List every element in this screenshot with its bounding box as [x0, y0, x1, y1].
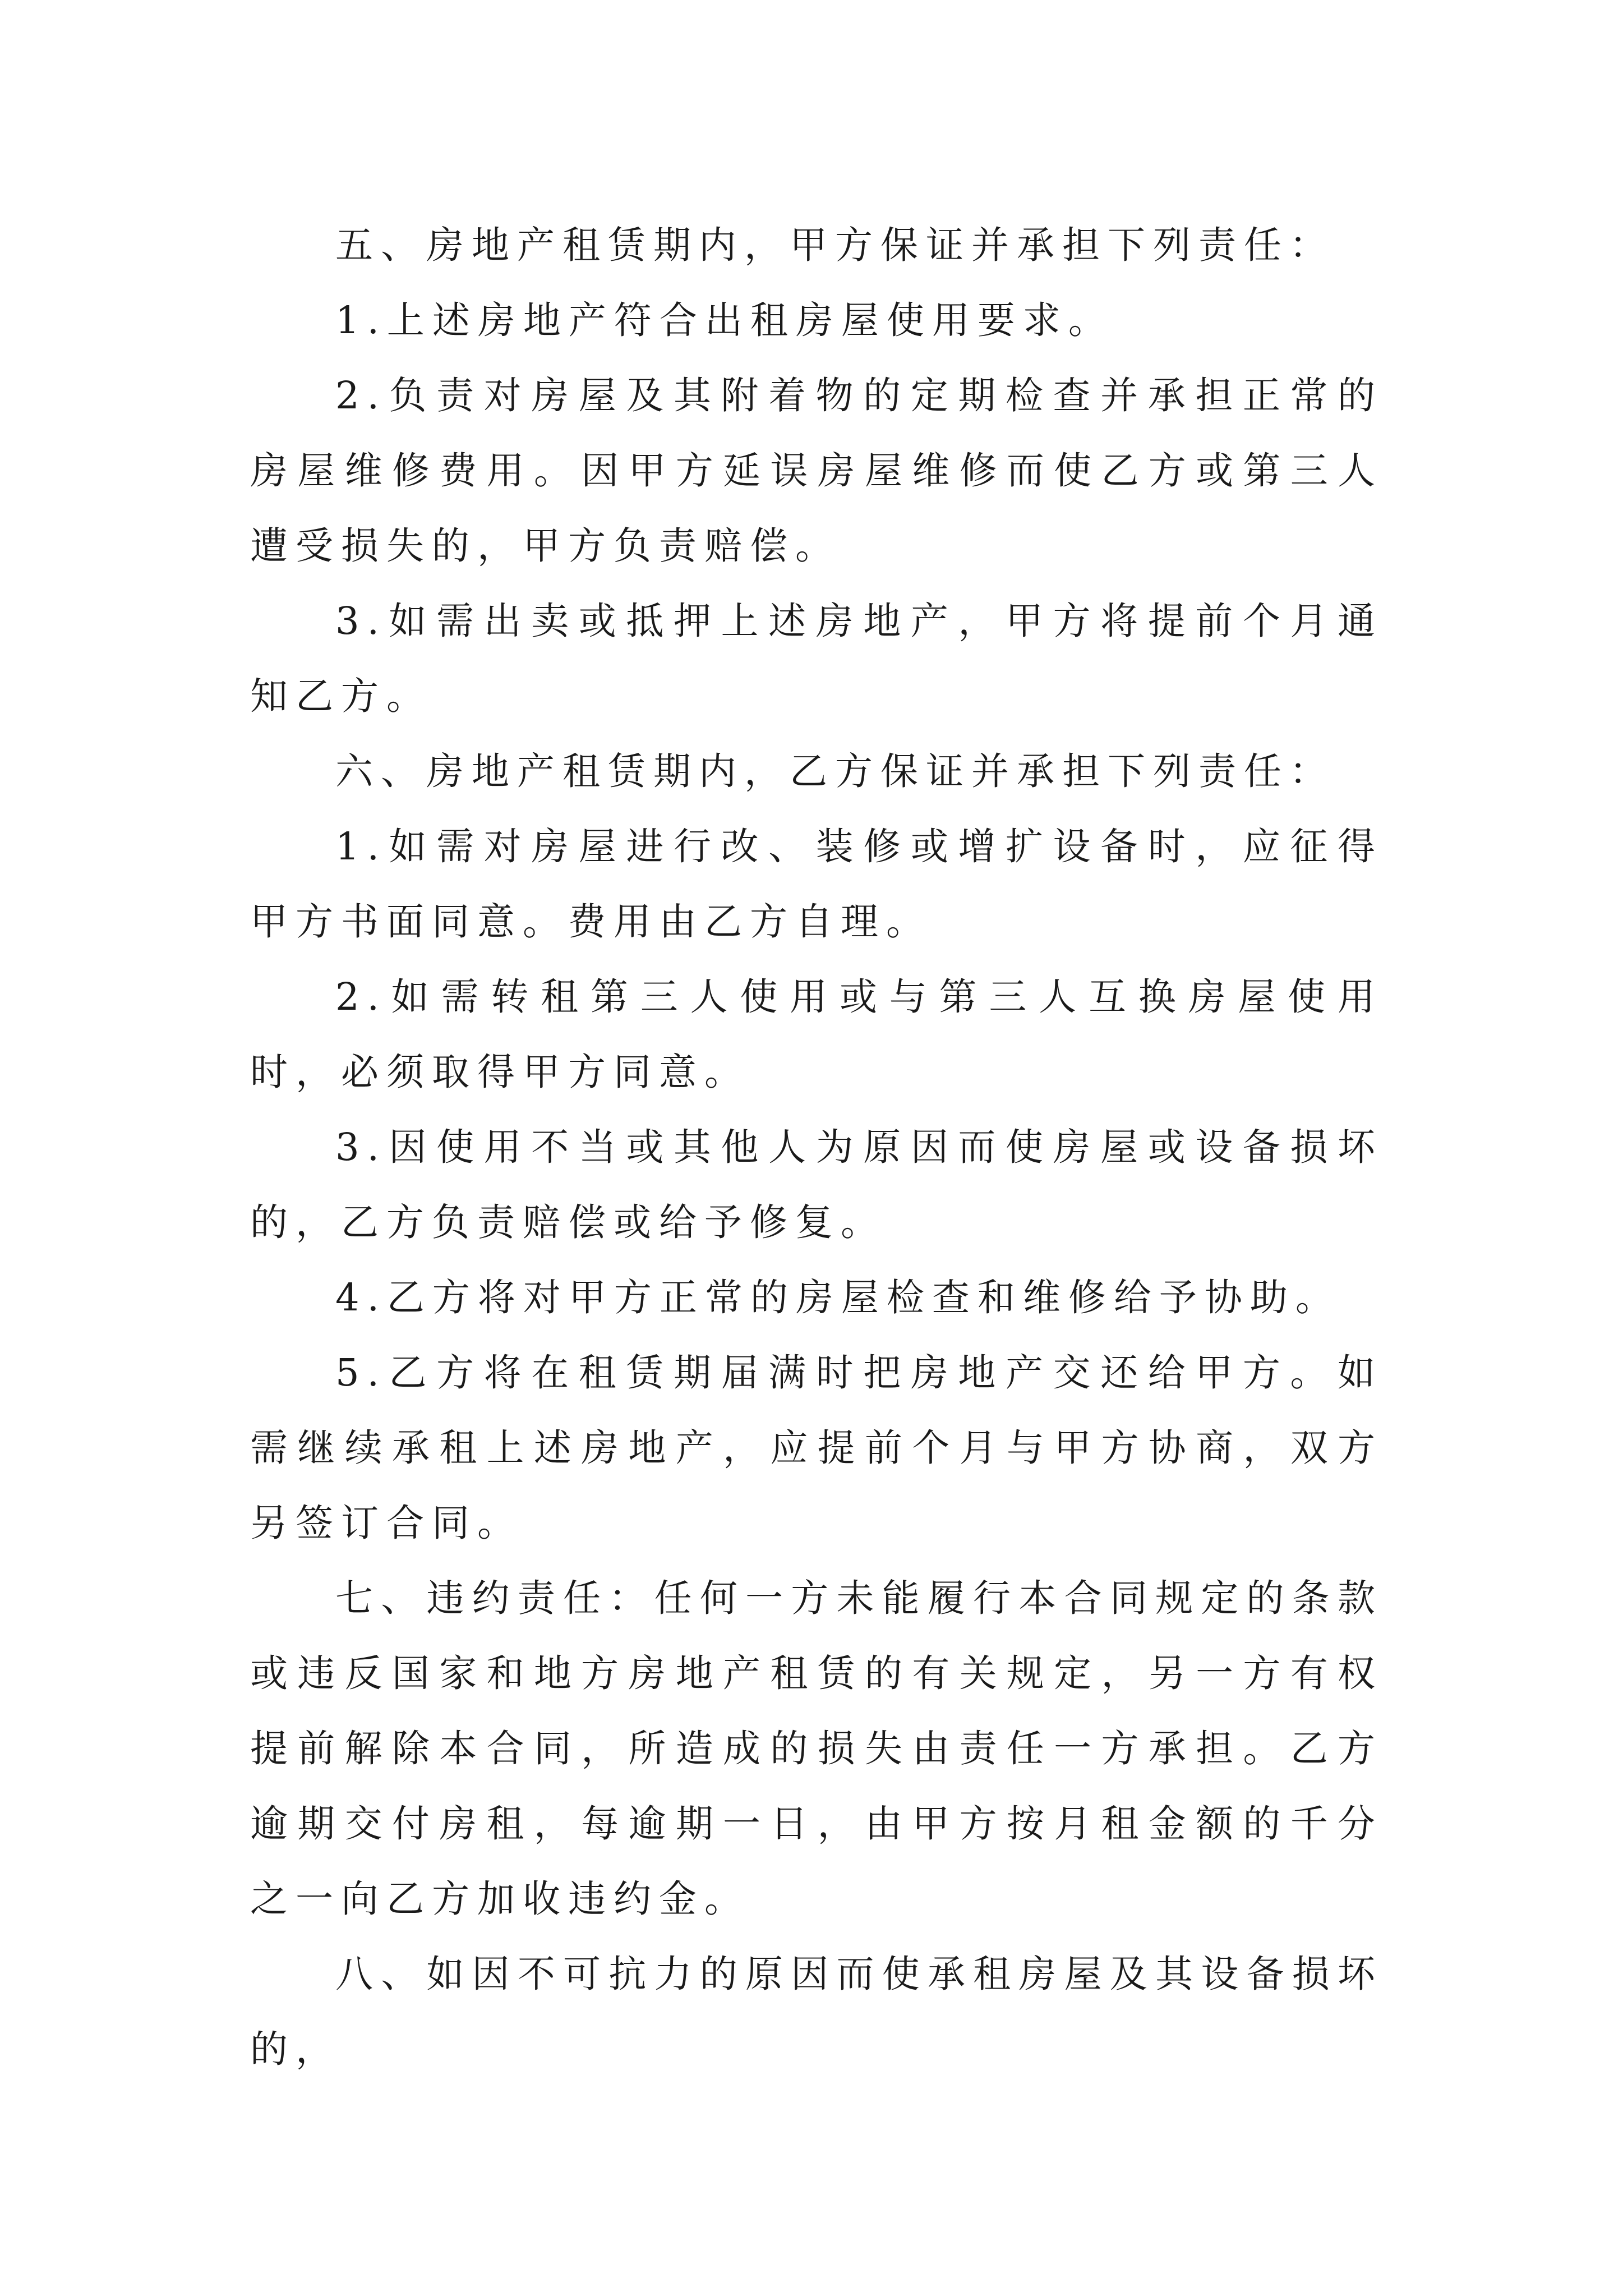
- clause-6-item-3: 3.因使用不当或其他人为原因而使房屋或设备损坏的，乙方负责赔偿或给予修复。: [250, 1125, 1383, 1244]
- clause-8-force-majeure: 八、如因不可抗力的原因而使承租房屋及其设备损坏的，: [250, 1952, 1383, 2071]
- document-body: [250, 208, 1383, 2087]
- clause-7-breach-liability: 七、违约责任：任何一方未能履行本合同规定的条款或违反国家和地方房地产租赁的有关规定，另一方有权提前解除本合同，所造成的损失由责任一方承担。乙方逾期交付房租，每逾期一日，由甲方按月租金额的千分之一向乙方加收违约金。: [250, 1576, 1383, 1921]
- clause-5-item-2: 2.负责对房屋及其附着物的定期检查并承担正常的房屋维修费用。因甲方延误房屋维修而使乙方或第三人遭受损失的，甲方负责赔偿。: [250, 374, 1383, 568]
- clause-6-item-4: 4.乙方将对甲方正常的房屋检查和维修给予协助。: [335, 1276, 1341, 1319]
- clause-6-heading: 六、房地产租赁期内，乙方保证并承担下列责任：: [335, 749, 1335, 793]
- clause-6-item-1: 1.如需对房屋进行改、装修或增扩设备时，应征得甲方书面同意。费用由乙方自理。: [250, 825, 1383, 944]
- clause-6-item-2: 2.如需转租第三人使用或与第三人互换房屋使用时，必须取得甲方同意。: [250, 975, 1383, 1094]
- clause-6-item-5: 5.乙方将在租赁期届满时把房地产交还给甲方。如需继续承租上述房地产，应提前个月与甲方协商，双方另签订合同。: [250, 1351, 1383, 1545]
- clause-5-item-1: 1.上述房地产符合出租房屋使用要求。: [335, 298, 1114, 342]
- clause-5-heading: 五、房地产租赁期内，甲方保证并承担下列责任：: [335, 223, 1335, 267]
- clause-5-item-3: 3.如需出卖或抵押上述房地产，甲方将提前个月通知乙方。: [250, 599, 1383, 718]
